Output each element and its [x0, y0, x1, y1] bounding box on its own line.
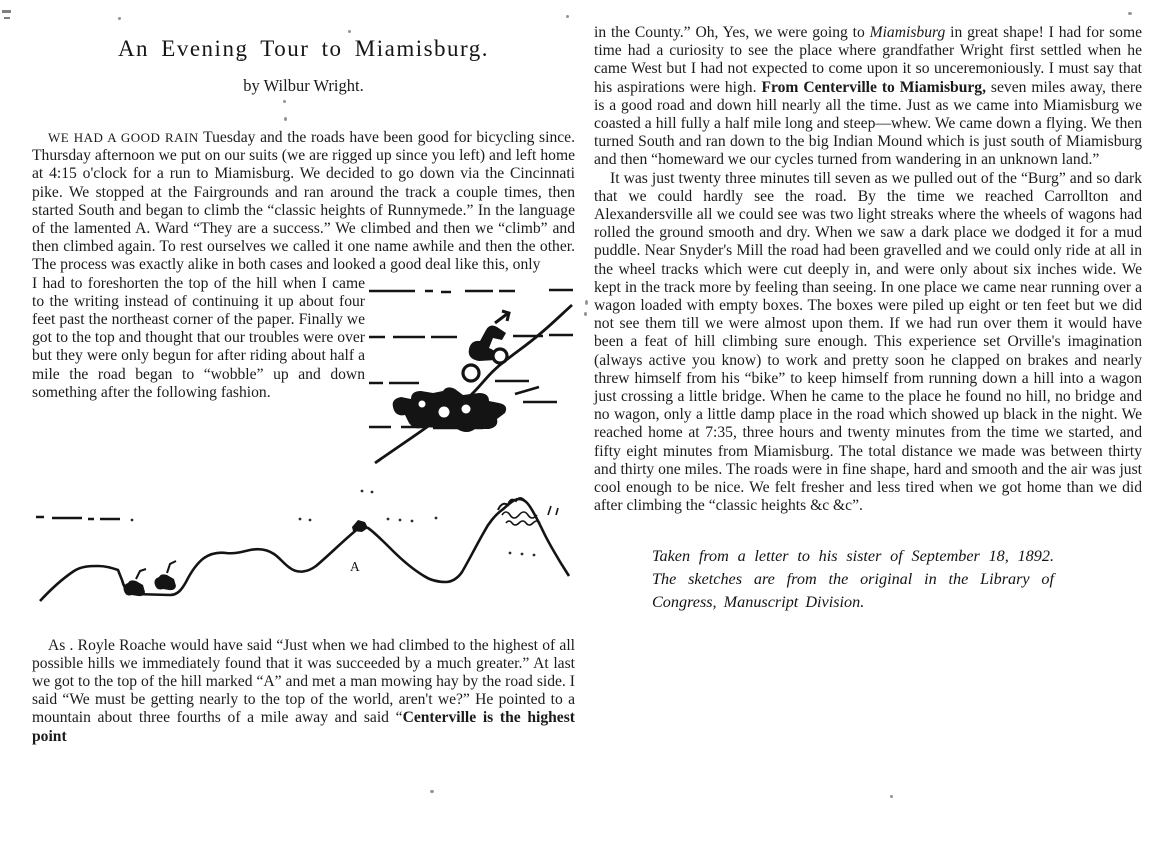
scan-speck	[584, 312, 587, 316]
text-segment: in the County.” Oh, Yes, we were going to	[594, 24, 870, 41]
valley-cyclist-figure	[124, 569, 147, 596]
hill-climb-sketch-drawing	[367, 277, 575, 469]
scan-mark	[4, 17, 10, 19]
text-segment: As . Royle Roache would have said “Just when we had climbed to the highest of all possible hills we immediately found that it was succeeded by a much greater.” At last we got to the top of the hill marked “A” and met a man mowing hay by the road side. I said “We must be getting nearly to the top of the world, aren't we?” He pointed to a mountain about three fourths of a mile away and said “	[32, 636, 575, 727]
scan-mark	[2, 10, 11, 13]
paragraph-opening	[32, 129, 575, 275]
scan-speck	[585, 300, 588, 305]
rolling-road-drawing	[32, 485, 575, 625]
text-segment: From Centerville to Miamisburg,	[761, 78, 986, 96]
scan-speck	[566, 15, 569, 18]
paragraph-county-continuation	[594, 24, 1142, 170]
text-segment: Centerville is the highest point	[32, 709, 575, 745]
road-line	[40, 499, 569, 601]
ruled-line	[369, 381, 529, 383]
paragraph-ride-home: It was just twenty three minutes till seven as we pulled out of the “Burg” and so dark that we could hardly see the road. By the time we reached Carrollton and Alexandersville all we could see was two light streaks where the wheels of wagons had rolled the ground smooth and dry. When we saw a dark place we dodged it for a mud puddle. Near Snyder's Mill the road had been gravelled and we could only ride at all in the wheel tracks which were cut deeply in, and were only about six inches wide. We kept in the track more by feeling than seeing. In one place we came near running over a wagon loaded with empty boxes. The boxes were piled up eight or ten feet but we did not see them till we were almost upon them. If we had run over them it would have been a feat of hill climbing sure enough. This experience set Orville's imagination (always active you know) to work and pretty soon he clapped on brakes and nearly threw himself from his “bike” to keep himself from running down a hill into a wagon just crossing a little bridge. When he came to the place he found no hill, no bridge and no wagon, only a little damp place in the road which showed up black in the night. We reached home at 7:35, three hours and twenty minutes from the time we started, and fifty eight minutes from Miamisburg. The total distance we made was between thirty and thirty one miles. The roads were in fine shape, hard and smooth and the air was just cool enough to be nice. We felt fresher and less tired when we got home than we did after climbing the “classic heights &c &c”.	[594, 169, 1142, 515]
lower-cyclist-figure	[393, 387, 506, 432]
scan-speck	[1128, 12, 1132, 15]
rolling-road-sketch	[32, 485, 575, 625]
paragraph-royle-roache	[32, 637, 575, 746]
peak-cyclist-figure	[352, 520, 368, 532]
text-segment: Miamisburg	[869, 24, 946, 41]
hill-scribble	[506, 521, 540, 525]
valley-cyclist-figure	[155, 561, 177, 590]
source-note: Taken from a letter to his sister of September 18, 1892. The sketches are from the original in the Library of Congress, Manuscript Division.	[652, 547, 1054, 612]
hill-label-a: A	[350, 558, 360, 574]
text-segment: seven miles away, there is a good road and down hill nearly all the time. Just as we came into Miamisburg we coasted a hill fully a half mile long and steep—whew. We came down a flying. We then turned South and ran down to the big Indian Mound which is just south of Miamisburg and then “homeward we our cycles turned from wandering in an unknown land.”	[594, 78, 1142, 169]
page-title: An Evening Tour to Miamisburg.	[117, 36, 490, 61]
scan-speck	[118, 17, 121, 20]
hill-scribble	[548, 506, 558, 515]
hill-climb-sketch	[365, 277, 575, 469]
sketch-mark	[515, 387, 557, 402]
ruled-line	[369, 290, 573, 292]
scan-speck	[890, 795, 893, 798]
upper-cyclist-figure	[463, 311, 509, 381]
text-with-sketch-row	[32, 275, 575, 469]
scan-speck	[348, 30, 351, 33]
hill-scribble	[502, 512, 537, 518]
scan-speck	[430, 790, 434, 793]
text-segment: Tuesday and the roads have been good for bicycling since. Thursday afternoon we put on our suits (we are rigged up since you left) and left home at 4:15 o'clock for a run to Miamisburg. We decided to go down via the Cincinnati pike. We stopped at the Fairgrounds and ran around the track a couple times, then started South and began to climb the “classic heights of Runnymede.” In the language of the lamented A. Ward “They are a success.” We climbed and then we “climb” and then climbed again. To rest ourselves we called it one name awhile and then the other. The process was exactly alike in both cases and looked a good deal like this, only	[32, 129, 575, 274]
paragraph-foreshorten: I had to foreshorten the top of the hill when I came to the writing instead of continuing it up about four feet past the northeast corner of the paper. Finally we got to the top and thought that our troubles were over but they were only begun for after riding about half a mile the road began to “wobble” up and down something after the following fashion.	[32, 274, 365, 401]
ruled-line	[369, 335, 573, 337]
byline: by Wilbur Wright.	[243, 76, 364, 95]
text-segment: WE HAD A GOOD RAIN	[48, 130, 199, 145]
text-segment: in great shape! I had for some time had a curiosity to see the place where grandfather Wright first settled when he came West but I had not expected to come upon it so unceremoniously. I must say that his aspirations were high.	[594, 24, 1142, 96]
sketch-dashes	[36, 517, 120, 519]
left-column	[32, 36, 575, 746]
right-column	[594, 24, 1142, 614]
